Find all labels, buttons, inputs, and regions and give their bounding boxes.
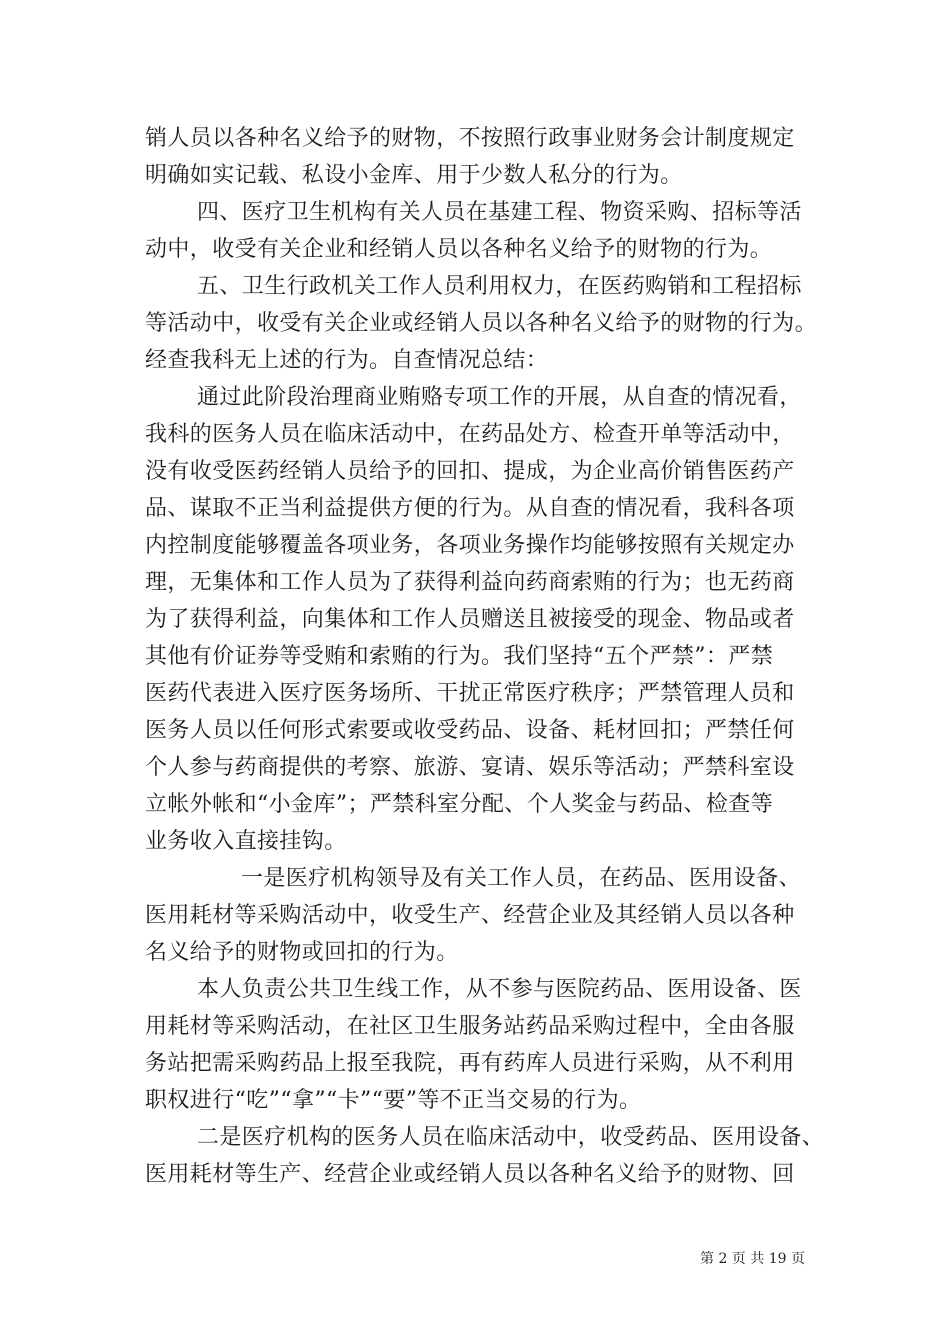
- text-line: 业务收入直接挂钩。: [145, 829, 347, 854]
- text-line: 医用耗材等采购活动中，收受生产、经营企业及其经销人员以各种: [145, 903, 795, 928]
- text-line: 一是医疗机构领导及有关工作人员，在药品、医用设备、: [241, 866, 802, 891]
- text-line: 二是医疗机构的医务人员在临床活动中，收受药品、医用设备、: [197, 1125, 825, 1150]
- text-line: 医用耗材等生产、经营企业或经销人员以各种名义给予的财物、回: [145, 1162, 795, 1187]
- text-line: 通过此阶段治理商业贿赂专项工作的开展，从自查的情况看，: [197, 385, 802, 410]
- text-line: 品、谋取不正当利益提供方便的行为。从自查的情况看，我科各项: [145, 496, 795, 521]
- text-line: 理，无集体和工作人员为了获得利益向药商索贿的行为；也无药商: [145, 570, 795, 595]
- text-line: 名义给予的财物或回扣的行为。: [145, 940, 459, 965]
- text-line: 本人负责公共卫生线工作，从不参与医院药品、医用设备、医: [197, 977, 802, 1002]
- text-line: 等活动中，收受有关企业或经销人员以各种名义给予的财物的行为。: [145, 311, 818, 336]
- text-line: 医务人员以任何形式索要或收受药品、设备、耗材回扣；严禁任何: [145, 718, 795, 743]
- text-line: 医药代表进入医疗医务场所、干扰正常医疗秩序；严禁管理人员和: [145, 681, 795, 706]
- text-line: 四、医疗卫生机构有关人员在基建工程、物资采购、招标等活: [197, 200, 802, 225]
- text-line: 个人参与药商提供的考察、旅游、宴请、娱乐等活动；严禁科室设: [145, 755, 795, 780]
- text-line: 为了获得利益，向集体和工作人员赠送且被接受的现金、物品或者: [145, 607, 795, 632]
- text-line: 立帐外帐和“小金库”；严禁科室分配、个人奖金与药品、检查等: [145, 792, 774, 817]
- text-line: 动中，收受有关企业和经销人员以各种名义给予的财物的行为。: [145, 237, 773, 262]
- text-line: 职权进行“吃”“拿”“卡”“要”等不正当交易的行为。: [145, 1088, 642, 1113]
- text-line: 五、卫生行政机关工作人员利用权力，在医药购销和工程招标: [197, 274, 802, 299]
- document-body: [145, 120, 825, 1193]
- text-line: 经查我科无上述的行为。自查情况总结：: [145, 348, 549, 373]
- text-line: 其他有价证券等受贿和索贿的行为。我们坚持“五个严禁”：严禁: [145, 644, 774, 669]
- text-line: 销人员以各种名义给予的财物，不按照行政事业财务会计制度规定: [145, 126, 795, 151]
- text-line: 没有收受医药经销人员给予的回扣、提成，为企业高价销售医药产: [145, 459, 795, 484]
- text-line: 内控制度能够覆盖各项业务，各项业务操作均能够按照有关规定办: [145, 533, 795, 558]
- text-line: 明确如实记载、私设小金库、用于少数人私分的行为。: [145, 163, 683, 188]
- text-line: 用耗材等采购活动，在社区卫生服务站药品采购过程中，全由各服: [145, 1014, 795, 1039]
- text-line: 务站把需采购药品上报至我院，再有药库人员进行采购，从不利用: [145, 1051, 795, 1076]
- page-number-footer: 第 2 页 共 19 页: [700, 1251, 805, 1267]
- text-line: 我科的医务人员在临床活动中，在药品处方、检查开单等活动中，: [145, 422, 795, 447]
